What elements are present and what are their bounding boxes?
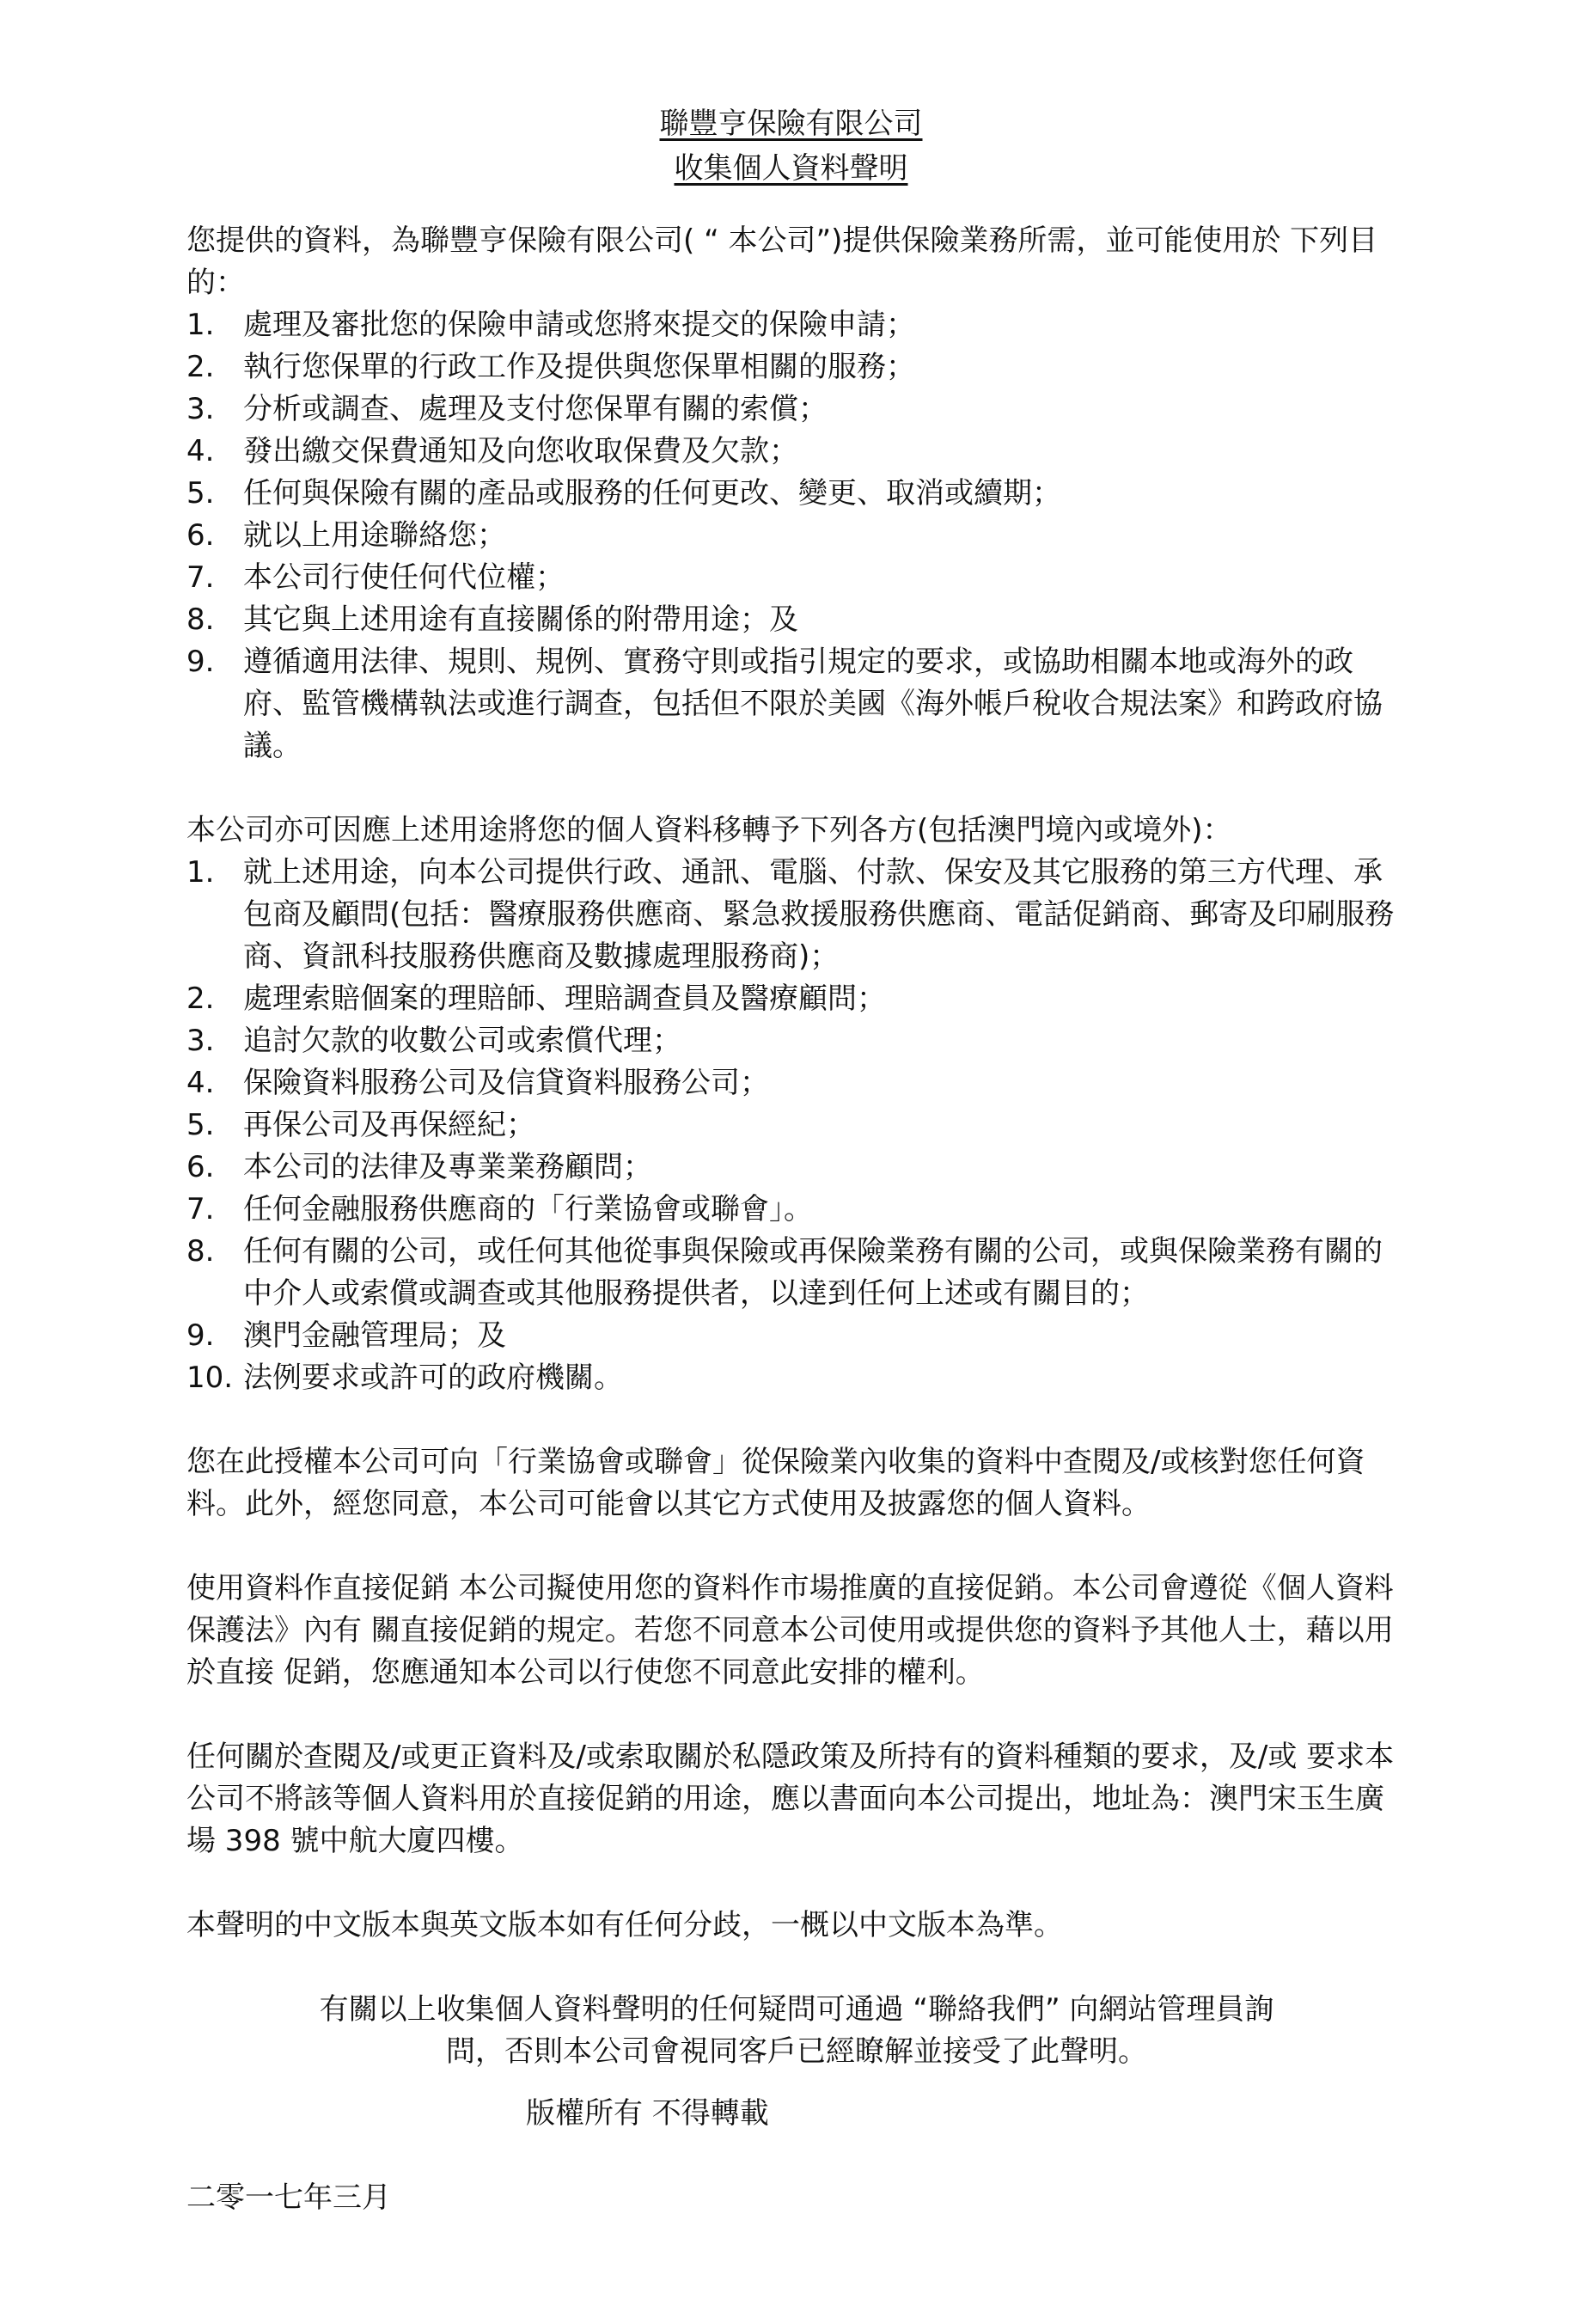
list-item-text: 法例要求或許可的政府機關。: [243, 1361, 623, 1395]
transferee-list: [186, 852, 1407, 1399]
list-item-text: 追討欠款的收數公司或索償代理；: [243, 1024, 681, 1058]
list-item-number: 1.: [186, 855, 215, 890]
list-item-text: 執行您保單的行政工作及提供與您保單相關的服務；: [243, 350, 915, 384]
authorization-paragraph: 您在此授權本公司可向「行業協會或聯會」從保險業內收集的資料中查閱及/或核對您任何資料。此外，經您同意，本公司可能會以其它方式使用及披露您的個人資料。: [186, 1445, 1365, 1521]
list-item-text: 再保公司及再保經紀；: [243, 1108, 535, 1142]
list-item-text: 處理及審批您的保險申請或您將來提交的保險申請；: [243, 308, 915, 342]
list-item: [186, 1062, 1407, 1104]
copyright-notice: 版權所有 不得轉載: [526, 2096, 769, 2131]
list-item-text: 就上述用途，向本公司提供行政、通訊、電腦、付款、保安及其它服務的第三方代理、承包商及顧問(包括：醫療服務供應商、緊急救援服務供應商、電話促銷商、郵寄及印刷服務商、資訊科技服務供應商及數據處理服務商)；: [243, 855, 1395, 974]
list-item-text: 遵循適用法律、規則、規例、實務守則或指引規定的要求，或協助相關本地或海外的政府、監管機構執法或進行調查，包括但不限於美國《海外帳戶稅收合規法案》和跨政府協議。: [243, 645, 1383, 763]
list-item-number: 8.: [186, 602, 215, 637]
list-item: [186, 1315, 1407, 1357]
list-item-text: 保險資料服務公司及信貸資料服務公司；: [243, 1066, 769, 1100]
list-item: [186, 1357, 1407, 1399]
language-paragraph: 本聲明的中文版本與英文版本如有任何分歧，一概以中文版本為準。: [186, 1908, 1063, 1942]
document-title: 收集個人資料聲明: [674, 151, 908, 186]
list-item-number: 5.: [186, 476, 215, 511]
list-item-number: 9.: [186, 645, 215, 679]
list-item: [186, 388, 1407, 431]
document-header: [0, 101, 1582, 191]
list-item-number: 1.: [186, 308, 215, 342]
list-item: [186, 1189, 1407, 1231]
access-request-paragraph: 任何關於查閱及/或更正資料及/或索取關於私隱政策及所持有的資料種類的要求，及/或 要求本公司不將該等個人資料用於直接促銷的用途，應以書面向本公司提出，地址為：澳門宋玉生廣場 398 號中航大廈四樓。: [186, 1740, 1395, 1858]
list-item-text: 任何有關的公司，或任何其他從事與保險或再保險業務有關的公司，或與保險業務有關的中介人或索償或調查或其他服務提供者，以達到任何上述或有關目的；: [243, 1234, 1383, 1311]
list-item: [186, 515, 1407, 557]
list-item: [186, 304, 1407, 346]
list-item: [186, 599, 1407, 641]
list-item: [186, 1231, 1407, 1315]
list-item-number: 7.: [186, 560, 215, 595]
list-item: [186, 473, 1407, 515]
list-item: [186, 346, 1407, 388]
list-item: [186, 431, 1407, 473]
list-item-text: 就以上用途聯絡您；: [243, 518, 506, 553]
document-body: [186, 220, 1407, 2073]
list-item: [186, 557, 1407, 599]
list-item-number: 2.: [186, 350, 215, 384]
list-item-number: 3.: [186, 1024, 215, 1058]
document-date: 二零一七年三月: [186, 2180, 391, 2215]
list-item-text: 本公司的法律及專業業務顧問；: [243, 1150, 652, 1184]
list-item-number: 7.: [186, 1192, 215, 1226]
list-item-number: 6.: [186, 1150, 215, 1184]
direct-marketing-paragraph: 使用資料作直接促銷 本公司擬使用您的資料作市場推廣的直接促銷。本公司會遵從《個人資料保護法》內有 關直接促銷的規定。若您不同意本公司使用或提供您的資料予其他人士，藉以用於直接 促銷，您應通知本公司以行使您不同意此安排的權利。: [186, 1571, 1394, 1690]
list-item-number: 5.: [186, 1108, 215, 1142]
list-item-number: 6.: [186, 518, 215, 553]
transfer-intro-paragraph: 本公司亦可因應上述用途將您的個人資料移轉予下列各方(包括澳門境內或境外)：: [186, 813, 1232, 847]
company-name: 聯豐亨保險有限公司: [659, 107, 923, 141]
list-item-text: 本公司行使任何代位權；: [243, 560, 565, 595]
list-item: [186, 641, 1407, 768]
list-item: [186, 1147, 1407, 1189]
list-item-number: 2.: [186, 982, 215, 1016]
list-item-text: 處理索賠個案的理賠師、理賠調查員及醫療顧問；: [243, 982, 886, 1016]
list-item-number: 8.: [186, 1234, 215, 1269]
purpose-list: [186, 304, 1407, 768]
list-item-text: 任何與保險有關的產品或服務的任何更改、變更、取消或續期；: [243, 476, 1061, 511]
list-item-number: 4.: [186, 434, 215, 468]
list-item: [186, 1020, 1407, 1062]
list-item: [186, 852, 1407, 978]
inquiry-paragraph: 有關以上收集個人資料聲明的任何疑問可通過 “聯絡我們” 向網站管理員詢問，否則本公司會視同客戶已經瞭解並接受了此聲明。: [319, 1992, 1274, 2069]
list-item-number: 3.: [186, 392, 215, 426]
list-item-text: 其它與上述用途有直接關係的附帶用途；及: [243, 602, 798, 637]
list-item: [186, 1104, 1407, 1147]
list-item-number: 9.: [186, 1318, 215, 1353]
list-item-text: 分析或調查、處理及支付您保單有關的索償；: [243, 392, 828, 426]
list-item-number: 4.: [186, 1066, 215, 1100]
list-item: [186, 978, 1407, 1020]
list-item-text: 任何金融服務供應商的「行業協會或聯會」。: [243, 1192, 813, 1226]
list-item-text: 發出繳交保費通知及向您收取保費及欠款；: [243, 434, 798, 468]
intro-paragraph: 您提供的資料，為聯豐亨保險有限公司( “ 本公司”)提供保險業務所需，並可能使用於 下列目的：: [186, 223, 1378, 300]
list-item-number: 10.: [186, 1361, 234, 1395]
list-item-text: 澳門金融管理局；及: [243, 1318, 506, 1353]
